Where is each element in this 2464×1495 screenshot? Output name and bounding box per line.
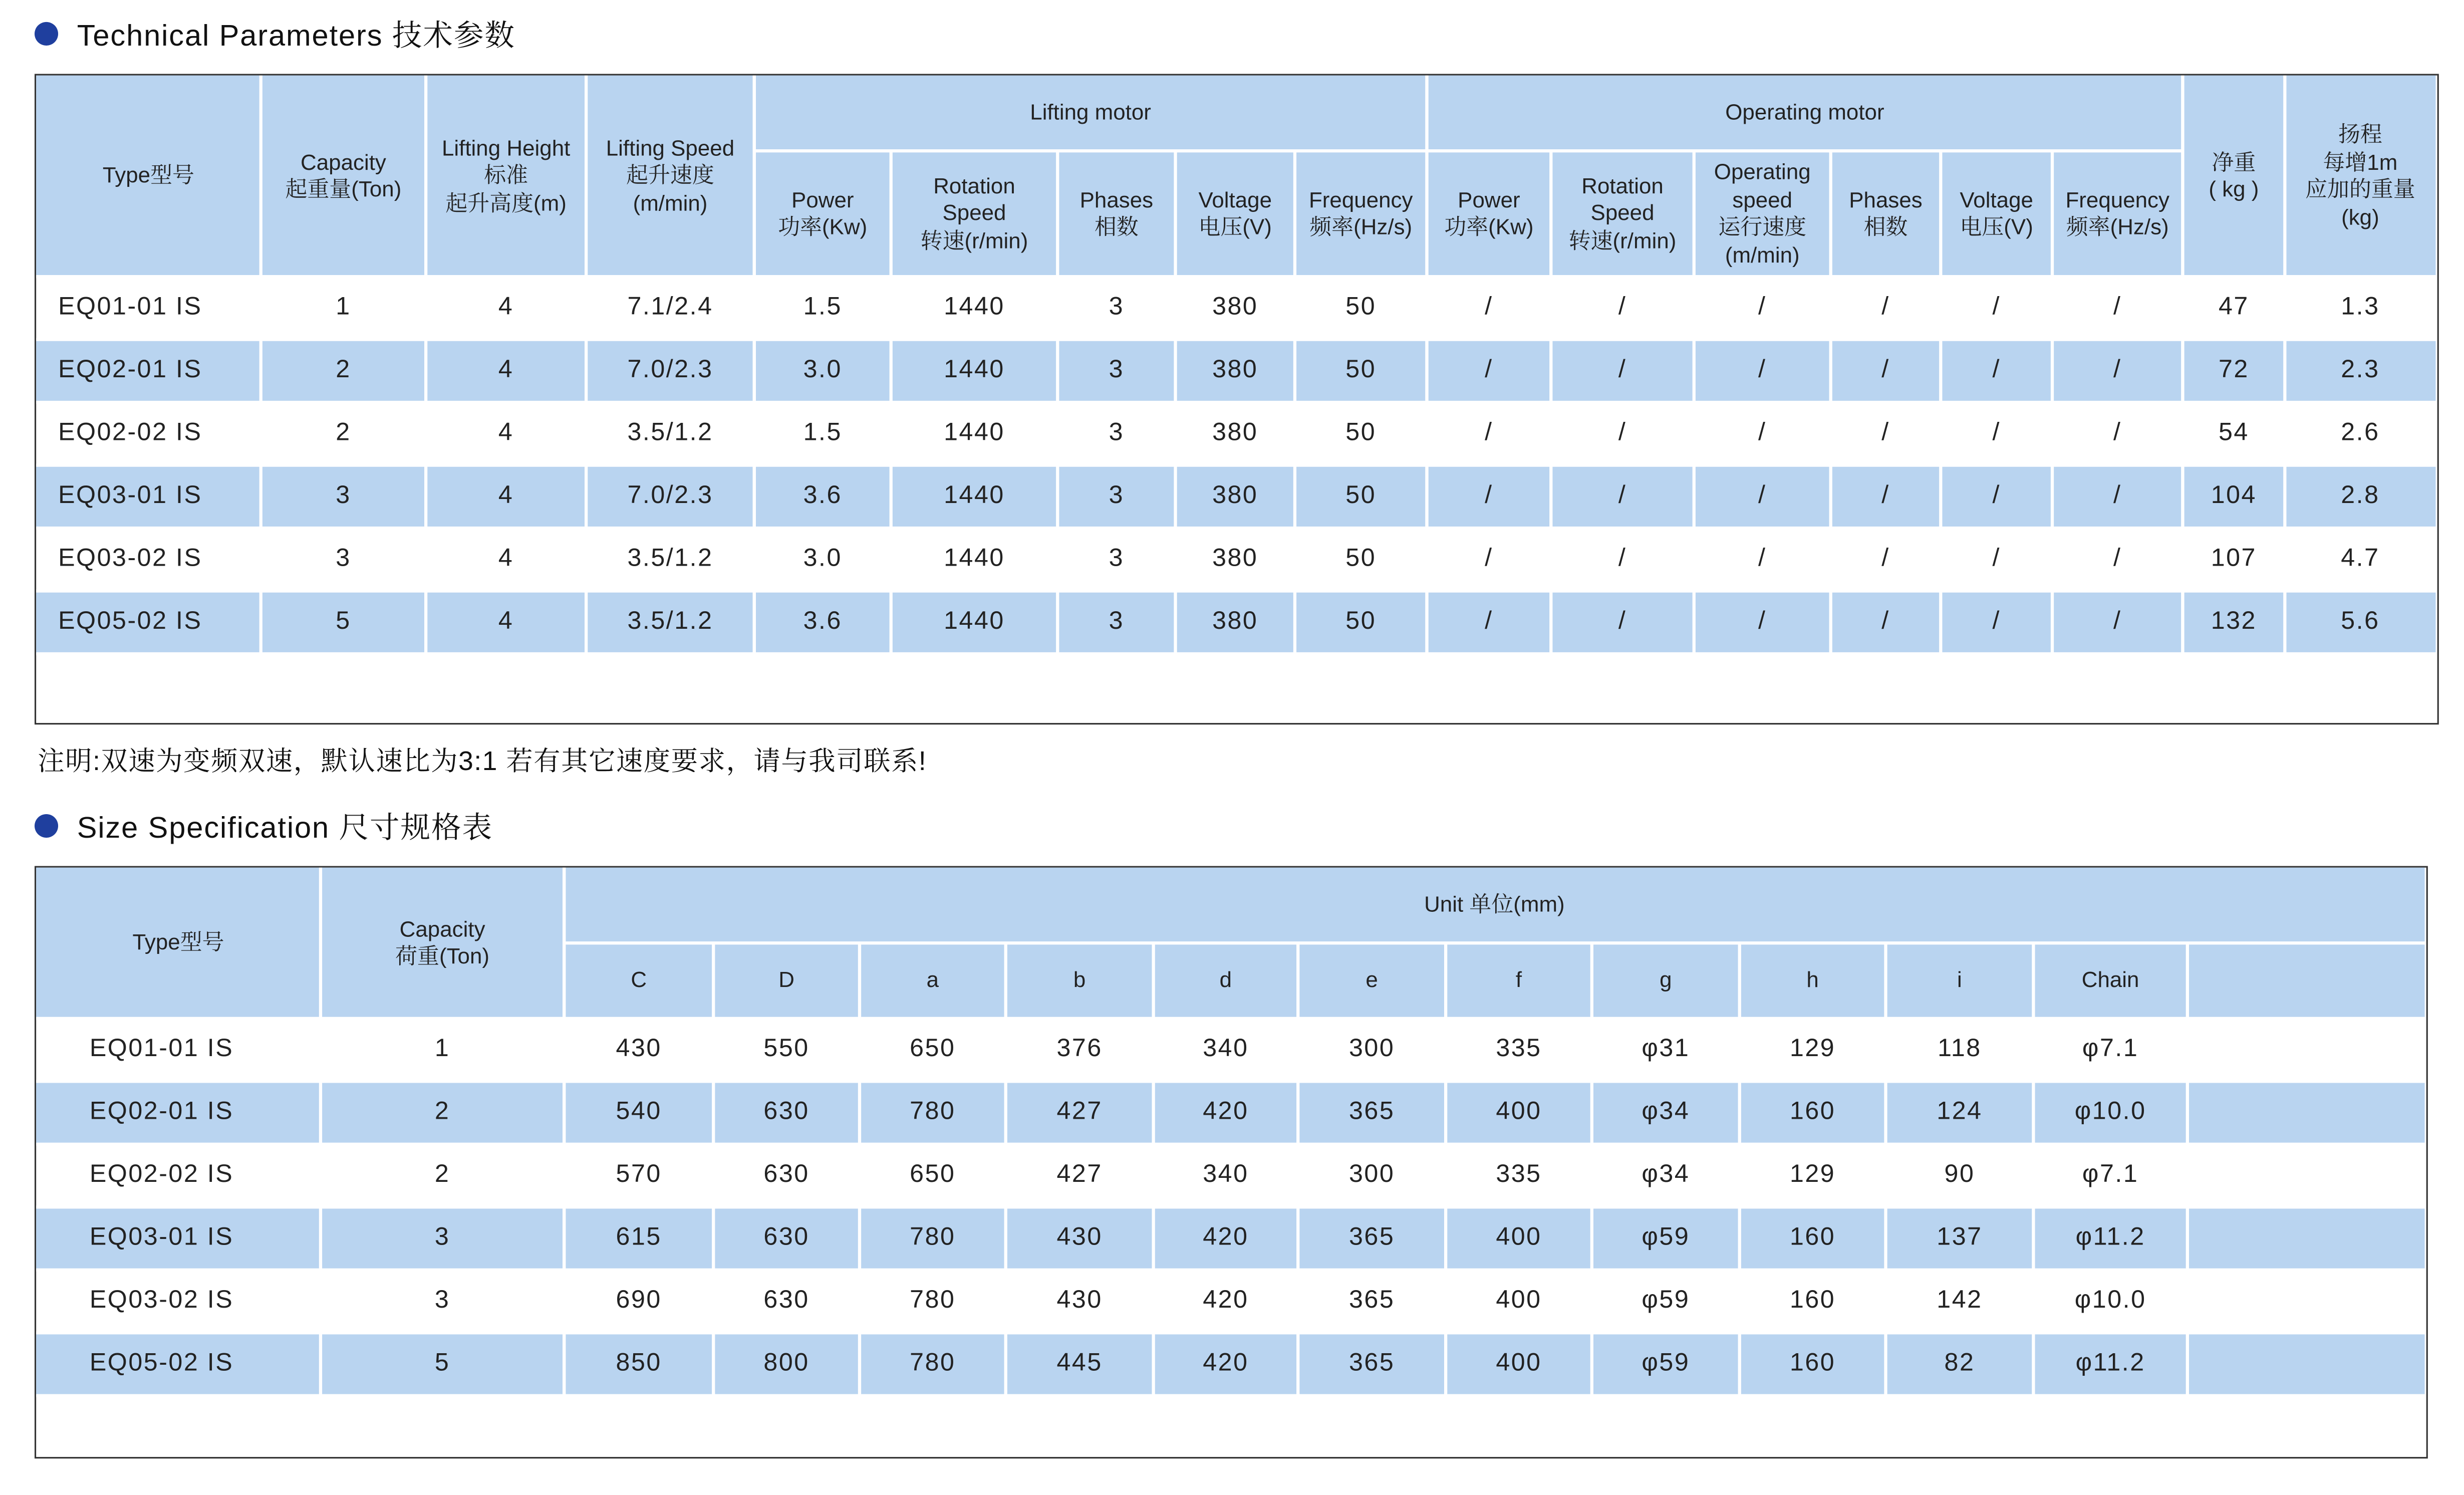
bullet-dot-icon xyxy=(35,22,58,46)
model-cell: EQ05-02 IS xyxy=(58,608,202,635)
value-cell: 3.0 xyxy=(803,545,842,572)
value-cell: / xyxy=(1758,419,1767,446)
value-cell: 400 xyxy=(1496,1350,1542,1377)
value-cell: φ7.1 xyxy=(2082,1161,2139,1188)
header-cell-line: Capacity xyxy=(301,148,386,174)
header-cell-line: Type型号 xyxy=(102,162,194,188)
header-cell-line: 标准 xyxy=(484,162,528,188)
value-cell: 1.3 xyxy=(2341,294,2380,321)
header-cell-line: e xyxy=(1365,967,1378,992)
value-cell: 5 xyxy=(336,608,351,635)
value-cell: 7.1/2.4 xyxy=(627,294,713,321)
value-cell: 1.5 xyxy=(803,419,842,446)
value-cell: / xyxy=(1881,482,1890,510)
value-cell: 5.6 xyxy=(2341,608,2380,635)
value-cell: 4 xyxy=(498,419,514,446)
value-cell: 142 xyxy=(1937,1287,1983,1314)
header-cell-line: Speed xyxy=(1590,200,1655,225)
header-cell xyxy=(2285,76,2435,277)
value-cell: / xyxy=(1485,357,1493,384)
value-cell: 650 xyxy=(910,1161,956,1188)
value-cell: 3 xyxy=(1109,357,1125,384)
value-cell: 47 xyxy=(2218,294,2249,321)
value-cell: φ31 xyxy=(1641,1036,1690,1063)
value-cell: 3 xyxy=(434,1224,450,1252)
value-cell: 4 xyxy=(498,482,514,510)
header-cell-line: 转速(r/min) xyxy=(1568,227,1677,253)
model-cell: EQ05-02 IS xyxy=(89,1350,234,1377)
header-cell-line: Type型号 xyxy=(132,929,224,955)
header-cell-line: 净重 xyxy=(2212,148,2256,174)
value-cell: 300 xyxy=(1349,1036,1395,1063)
value-cell: 104 xyxy=(2211,482,2257,510)
header-cell xyxy=(1886,943,2034,1019)
header-cell xyxy=(321,868,564,1019)
header-cell xyxy=(713,943,860,1019)
value-cell: 3 xyxy=(336,482,351,510)
header-cell xyxy=(1831,151,1941,277)
value-cell: 1440 xyxy=(944,294,1005,321)
value-cell: 365 xyxy=(1349,1287,1395,1314)
value-cell: 3.5/1.2 xyxy=(627,545,713,572)
header-cell-line: 转速(r/min) xyxy=(920,227,1028,253)
value-cell: 1 xyxy=(434,1036,450,1063)
header-cell-line: 电压(V) xyxy=(1198,213,1272,239)
header-cell-line: Frequency xyxy=(2065,186,2170,211)
value-cell: / xyxy=(1758,482,1767,510)
header-cell-line: 荷重(Ton) xyxy=(395,943,490,968)
header-cell-line: f xyxy=(1515,967,1522,992)
value-cell: 430 xyxy=(1056,1287,1103,1314)
value-cell: 430 xyxy=(1056,1224,1103,1252)
value-cell: 124 xyxy=(1937,1098,1983,1126)
value-cell: / xyxy=(2113,482,2122,510)
value-cell: 376 xyxy=(1056,1036,1103,1063)
header-cell xyxy=(1941,151,2052,277)
value-cell: 118 xyxy=(1938,1036,1982,1063)
value-cell: 50 xyxy=(1345,545,1377,572)
header-cell xyxy=(586,76,754,277)
value-cell: 3 xyxy=(1109,419,1125,446)
value-cell: 2 xyxy=(434,1098,450,1126)
value-cell: 365 xyxy=(1349,1224,1395,1252)
value-cell: 340 xyxy=(1203,1036,1249,1063)
value-cell: 3 xyxy=(434,1287,450,1314)
value-cell: / xyxy=(1618,482,1627,510)
value-cell: 129 xyxy=(1789,1161,1836,1188)
value-cell: / xyxy=(1758,608,1767,635)
value-cell: 160 xyxy=(1789,1098,1836,1126)
value-cell: 380 xyxy=(1212,545,1258,572)
value-cell: 380 xyxy=(1212,419,1258,446)
value-cell: 132 xyxy=(2211,608,2257,635)
header-cell-line: 起重量(Ton) xyxy=(285,176,402,201)
value-cell: 650 xyxy=(910,1036,956,1063)
value-cell: / xyxy=(1881,608,1890,635)
value-cell: 4 xyxy=(498,608,514,635)
value-cell xyxy=(2187,1144,2425,1207)
value-cell: 7.0/2.3 xyxy=(627,357,713,384)
value-cell: 160 xyxy=(1789,1287,1836,1314)
size-heading xyxy=(35,805,493,847)
header-cell-line: Phases xyxy=(1849,186,1923,211)
header-cell xyxy=(2182,76,2285,277)
header-cell xyxy=(1592,943,1740,1019)
value-cell: 2 xyxy=(434,1161,450,1188)
header-cell xyxy=(1694,151,1831,277)
header-cell-line: d xyxy=(1219,967,1232,992)
value-cell xyxy=(2187,1207,2425,1270)
header-cell-line: 起升速度 xyxy=(626,162,714,188)
value-cell: 430 xyxy=(616,1036,662,1063)
tech-heading-text: Technical Parameters 技术参数 xyxy=(77,20,515,54)
value-cell xyxy=(2187,1081,2425,1144)
value-cell: 630 xyxy=(763,1224,809,1252)
value-cell: / xyxy=(1881,545,1890,572)
value-cell: 780 xyxy=(910,1350,956,1377)
value-cell: 2.8 xyxy=(2341,482,2380,510)
header-cell-line: 每增1m xyxy=(2323,148,2398,174)
header-cell xyxy=(1427,151,1551,277)
header-cell-line: Speed xyxy=(942,200,1006,225)
value-cell: 72 xyxy=(2218,357,2249,384)
header-cell-line: i xyxy=(1957,967,1962,992)
value-cell: / xyxy=(1992,294,2001,321)
header-cell-line: Power xyxy=(791,186,854,211)
value-cell: 3 xyxy=(336,545,351,572)
value-cell: / xyxy=(1618,419,1627,446)
tech-heading xyxy=(35,13,515,55)
header-cell-line: (kg) xyxy=(2341,203,2379,229)
value-cell: 4.7 xyxy=(2341,545,2380,572)
value-cell xyxy=(2187,1270,2425,1333)
value-cell: 2 xyxy=(336,357,351,384)
value-cell: 570 xyxy=(616,1161,662,1188)
value-cell: φ11.2 xyxy=(2075,1350,2145,1377)
value-cell: 690 xyxy=(616,1287,662,1314)
header-cell-line: Lifting Height xyxy=(441,135,571,160)
value-cell: 400 xyxy=(1496,1098,1542,1126)
value-cell: / xyxy=(1758,294,1767,321)
value-cell: 630 xyxy=(763,1161,809,1188)
value-cell: 380 xyxy=(1212,294,1258,321)
value-cell: 420 xyxy=(1203,1287,1249,1314)
value-cell: 1440 xyxy=(944,482,1005,510)
header-cell-line: Operating speed xyxy=(1714,158,1811,211)
value-cell: / xyxy=(1485,482,1493,510)
header-cell-line: g xyxy=(1660,967,1672,992)
value-cell: 82 xyxy=(1944,1350,1975,1377)
header-cell-line: 扬程 xyxy=(2338,121,2382,146)
header-cell-line: 运行速度 xyxy=(1718,213,1807,239)
model-cell: EQ02-02 IS xyxy=(89,1161,234,1188)
value-cell: 3 xyxy=(1109,545,1125,572)
technical-parameters-table xyxy=(35,74,2439,724)
header-cell-line: Power xyxy=(1458,186,1520,211)
header-cell-line: Rotation xyxy=(1581,172,1664,198)
header-cell-line: 频率(Hz/s) xyxy=(1309,213,1413,239)
value-cell: 1 xyxy=(336,294,351,321)
value-cell: 380 xyxy=(1212,357,1258,384)
value-cell: 129 xyxy=(1789,1036,1836,1063)
value-cell: φ59 xyxy=(1641,1224,1690,1252)
value-cell: 780 xyxy=(910,1224,956,1252)
header-cell xyxy=(1057,151,1175,277)
value-cell: 2 xyxy=(336,419,351,446)
value-cell: 3 xyxy=(1109,294,1125,321)
value-cell: 3.5/1.2 xyxy=(627,419,713,446)
size-heading-text: Size Specification 尺寸规格表 xyxy=(77,812,493,846)
header-cell-line: 功率(Kw) xyxy=(1444,213,1534,239)
value-cell: 4 xyxy=(498,294,514,321)
value-cell: 54 xyxy=(2218,419,2249,446)
model-cell: EQ02-02 IS xyxy=(58,419,202,446)
value-cell: 160 xyxy=(1789,1350,1836,1377)
header-cell-line: Voltage xyxy=(1960,186,2033,211)
value-cell: 365 xyxy=(1349,1098,1395,1126)
value-cell: 550 xyxy=(763,1036,809,1063)
speed-note: 注明:双速为变频双速，默认速比为3:1 若有其它速度要求，请与我司联系! xyxy=(38,746,927,777)
value-cell: φ11.2 xyxy=(2075,1224,2145,1252)
header-cell xyxy=(36,868,321,1019)
value-cell: 300 xyxy=(1349,1161,1395,1188)
value-cell: 380 xyxy=(1212,608,1258,635)
header-cell xyxy=(1295,151,1427,277)
header-cell xyxy=(1740,943,1886,1019)
unit-group: Unit 单位(mm) xyxy=(1424,891,1565,917)
value-cell: 335 xyxy=(1496,1036,1542,1063)
value-cell: 615 xyxy=(616,1224,662,1252)
value-cell: / xyxy=(1618,545,1627,572)
header-cell xyxy=(1551,151,1694,277)
value-cell: 427 xyxy=(1056,1161,1103,1188)
value-cell: / xyxy=(1618,608,1627,635)
header-cell-line: Lifting Speed xyxy=(606,135,735,160)
value-cell: 3 xyxy=(1109,608,1125,635)
value-cell: 1.5 xyxy=(803,294,842,321)
value-cell: 50 xyxy=(1345,608,1377,635)
header-cell-line: 频率(Hz/s) xyxy=(2066,213,2169,239)
value-cell: φ59 xyxy=(1641,1350,1690,1377)
lifting-motor-group: Lifting motor xyxy=(1030,99,1151,125)
model-cell: EQ03-01 IS xyxy=(89,1224,234,1252)
header-cell-line: (m/min) xyxy=(1725,241,1800,267)
header-cell xyxy=(2033,943,2187,1019)
value-cell: 160 xyxy=(1789,1224,1836,1252)
header-cell-line: Frequency xyxy=(1308,186,1413,211)
model-cell: EQ03-02 IS xyxy=(58,545,202,572)
value-cell: 780 xyxy=(910,1287,956,1314)
value-cell: 3.5/1.2 xyxy=(627,608,713,635)
value-cell: / xyxy=(2113,357,2122,384)
header-cell-line: 相数 xyxy=(1863,213,1908,239)
value-cell: 4 xyxy=(498,357,514,384)
value-cell: 4 xyxy=(498,545,514,572)
header-cell xyxy=(564,943,713,1019)
value-cell: 850 xyxy=(616,1350,662,1377)
value-cell: 7.0/2.3 xyxy=(627,482,713,510)
header-cell-line: Voltage xyxy=(1198,186,1272,211)
value-cell: 400 xyxy=(1496,1287,1542,1314)
model-cell: EQ01-01 IS xyxy=(58,294,202,321)
value-cell: 50 xyxy=(1345,482,1377,510)
value-cell: 427 xyxy=(1056,1098,1103,1126)
value-cell xyxy=(2187,1333,2425,1395)
header-cell xyxy=(754,151,891,277)
value-cell: / xyxy=(1618,294,1627,321)
value-cell: 3 xyxy=(1109,482,1125,510)
value-cell: 540 xyxy=(616,1098,662,1126)
value-cell: 137 xyxy=(1937,1224,1983,1252)
value-cell: φ34 xyxy=(1641,1098,1690,1126)
header-cell xyxy=(1006,943,1154,1019)
value-cell: 3.0 xyxy=(803,357,842,384)
value-cell: 2.6 xyxy=(2341,419,2380,446)
model-cell: EQ02-01 IS xyxy=(89,1098,234,1126)
value-cell xyxy=(2187,1019,2425,1081)
header-cell xyxy=(1298,943,1446,1019)
value-cell: / xyxy=(1485,608,1493,635)
value-cell: / xyxy=(2113,419,2122,446)
value-cell: 420 xyxy=(1203,1224,1249,1252)
header-cell-line: 相数 xyxy=(1094,213,1139,239)
value-cell: 2.3 xyxy=(2341,357,2380,384)
value-cell: 630 xyxy=(763,1287,809,1314)
value-cell: / xyxy=(2113,545,2122,572)
value-cell: 800 xyxy=(763,1350,809,1377)
value-cell: 420 xyxy=(1203,1350,1249,1377)
header-cell-line: b xyxy=(1073,967,1086,992)
value-cell: / xyxy=(1758,357,1767,384)
header-cell xyxy=(891,151,1058,277)
header-cell xyxy=(1176,151,1295,277)
value-cell: 445 xyxy=(1056,1350,1103,1377)
value-cell: / xyxy=(1485,419,1493,446)
header-cell-line: (m/min) xyxy=(633,189,708,215)
model-cell: EQ01-01 IS xyxy=(89,1036,234,1063)
header-cell-line: C xyxy=(631,967,647,992)
value-cell: / xyxy=(1992,482,2001,510)
value-cell: φ10.0 xyxy=(2074,1287,2146,1314)
value-cell: 420 xyxy=(1203,1098,1249,1126)
header-cell xyxy=(860,943,1006,1019)
header-cell xyxy=(36,76,261,277)
header-cell-line: Phases xyxy=(1079,186,1154,211)
value-cell: φ59 xyxy=(1641,1287,1690,1314)
value-cell: 1440 xyxy=(944,545,1005,572)
header-cell-line: ( kg ) xyxy=(2209,176,2259,201)
model-cell: EQ03-02 IS xyxy=(89,1287,234,1314)
value-cell: 400 xyxy=(1496,1224,1542,1252)
value-cell: / xyxy=(1881,357,1890,384)
header-cell-line: D xyxy=(778,967,795,992)
header-cell xyxy=(1154,943,1298,1019)
value-cell: 3.6 xyxy=(803,482,842,510)
value-cell: / xyxy=(1485,294,1493,321)
value-cell: / xyxy=(1992,545,2001,572)
header-cell-line: 功率(Kw) xyxy=(778,213,868,239)
header-cell-line: 起升高度(m) xyxy=(445,189,567,215)
value-cell: 780 xyxy=(910,1098,956,1126)
header-cell-line: 电压(V) xyxy=(1960,213,2033,239)
header-cell-line: Rotation xyxy=(933,172,1015,198)
header-cell-line: a xyxy=(926,967,939,992)
size-specification-table xyxy=(35,866,2428,1459)
header-cell-line: h xyxy=(1806,967,1819,992)
value-cell: 50 xyxy=(1345,357,1377,384)
value-cell: / xyxy=(2113,608,2122,635)
value-cell: / xyxy=(1881,294,1890,321)
value-cell: / xyxy=(1992,419,2001,446)
value-cell: / xyxy=(1992,357,2001,384)
header-cell xyxy=(2052,151,2182,277)
value-cell: 1440 xyxy=(944,357,1005,384)
value-cell: φ7.1 xyxy=(2082,1036,2139,1063)
model-cell: EQ02-01 IS xyxy=(58,357,202,384)
header-cell-line: Chain xyxy=(2081,967,2139,992)
value-cell: / xyxy=(2113,294,2122,321)
header-cell xyxy=(261,76,426,277)
header-cell xyxy=(1446,943,1592,1019)
header-cell xyxy=(426,76,586,277)
value-cell: 50 xyxy=(1345,294,1377,321)
value-cell: 5 xyxy=(434,1350,450,1377)
value-cell: 1440 xyxy=(944,608,1005,635)
value-cell: / xyxy=(1618,357,1627,384)
model-cell: EQ03-01 IS xyxy=(58,482,202,510)
value-cell: 3.6 xyxy=(803,608,842,635)
value-cell: / xyxy=(1485,545,1493,572)
value-cell: 365 xyxy=(1349,1350,1395,1377)
value-cell: 107 xyxy=(2211,545,2257,572)
value-cell: 340 xyxy=(1203,1161,1249,1188)
value-cell: φ34 xyxy=(1641,1161,1690,1188)
value-cell: / xyxy=(1758,545,1767,572)
value-cell: / xyxy=(1881,419,1890,446)
value-cell: 90 xyxy=(1944,1161,1975,1188)
value-cell: 1440 xyxy=(944,419,1005,446)
value-cell: 630 xyxy=(763,1098,809,1126)
operating-motor-group: Operating motor xyxy=(1725,99,1884,125)
header-cell-line: 应加的重量 xyxy=(2305,176,2415,201)
header-cell-line: Capacity xyxy=(399,915,485,941)
value-cell: 50 xyxy=(1345,419,1377,446)
bullet-dot-icon xyxy=(35,814,58,838)
value-cell: φ10.0 xyxy=(2074,1098,2146,1126)
value-cell: 380 xyxy=(1212,482,1258,510)
value-cell: / xyxy=(1992,608,2001,635)
value-cell: 335 xyxy=(1496,1161,1542,1188)
